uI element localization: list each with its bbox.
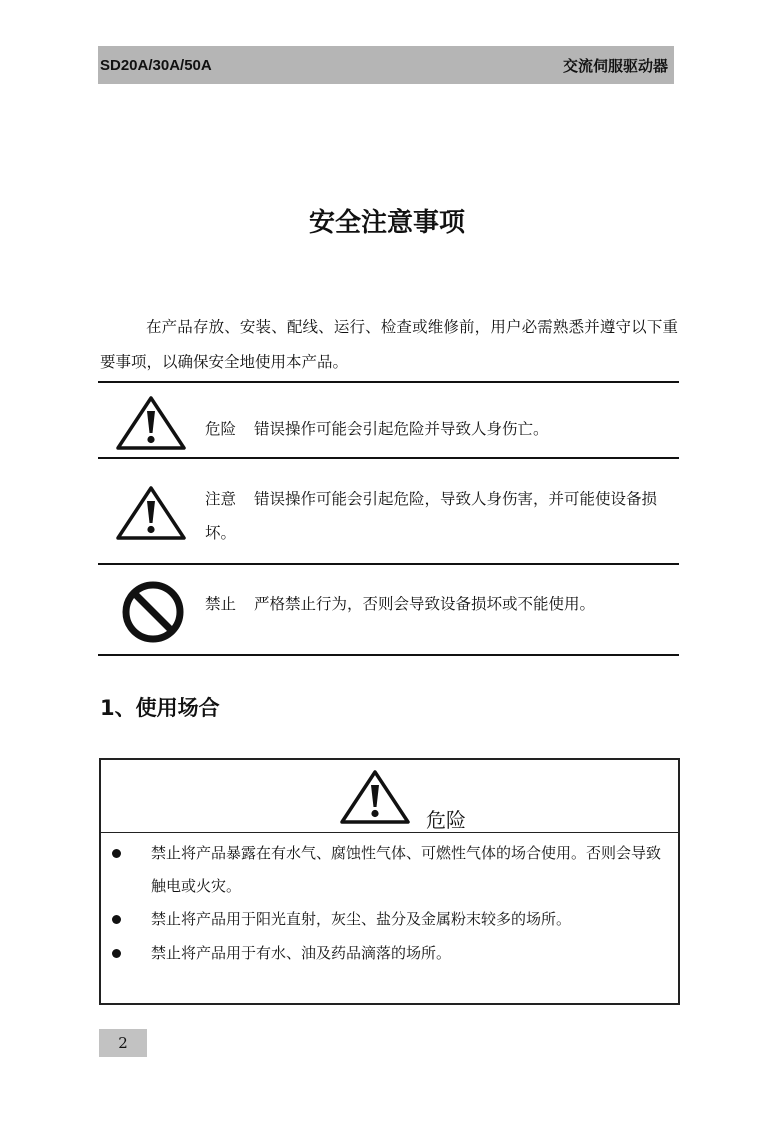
header-product: 交流伺服驱动器 [562,56,668,75]
page-number: 2 [99,1029,147,1057]
warning-triangle-icon [115,395,187,451]
list-item-text: 禁止将产品用于有水、油及药品滴落的场所。 [151,944,452,962]
prohibition-icon [121,580,185,644]
notice-description: 错误操作可能会引起危险并导致人身伤亡。 [254,420,549,438]
page-title: 安全注意事项 [308,208,465,238]
warning-triangle-icon [115,485,187,541]
notice-caution [98,459,679,563]
notice-term: 注意 [205,490,237,508]
notice-danger [98,383,679,458]
notice-prohibition [98,565,679,655]
notice-description: 严格禁止行为，否则会导致设备损坏或不能使用。 [254,595,596,613]
notice-text [205,587,679,621]
notice-term: 禁止 [205,595,237,613]
list-item-text: 禁止将产品暴露在有水气、腐蚀性气体、可燃性气体的场合使用。否则会导致触电或火灾。 [151,844,662,895]
divider-line [98,654,679,656]
notice-term: 危险 [205,420,237,438]
header-model: SD20A/30A/50A [100,56,212,74]
danger-box-header [101,760,678,833]
section-heading: 1、使用场合 [100,696,220,720]
danger-box [99,758,680,1005]
notice-text [205,412,679,446]
intro-paragraph: 在产品存放、安装、配线、运行、检查或维修前，用户必需熟悉并遵守以下重要事项，以确保安全地使用本产品。 [100,318,678,371]
bullet-icon [112,849,121,858]
bullet-icon [112,915,121,924]
notice-description: 错误操作可能会引起危险，导致人身伤害，并可能使设备损坏。 [205,490,658,542]
notice-text [205,482,679,550]
page-header [98,46,674,84]
list-item-text: 禁止将产品用于阳光直射，灰尘、盐分及金属粉末较多的场所。 [151,910,572,928]
danger-box-label: 危险 [426,808,466,832]
bullet-icon [112,949,121,958]
warning-triangle-icon [339,769,411,825]
